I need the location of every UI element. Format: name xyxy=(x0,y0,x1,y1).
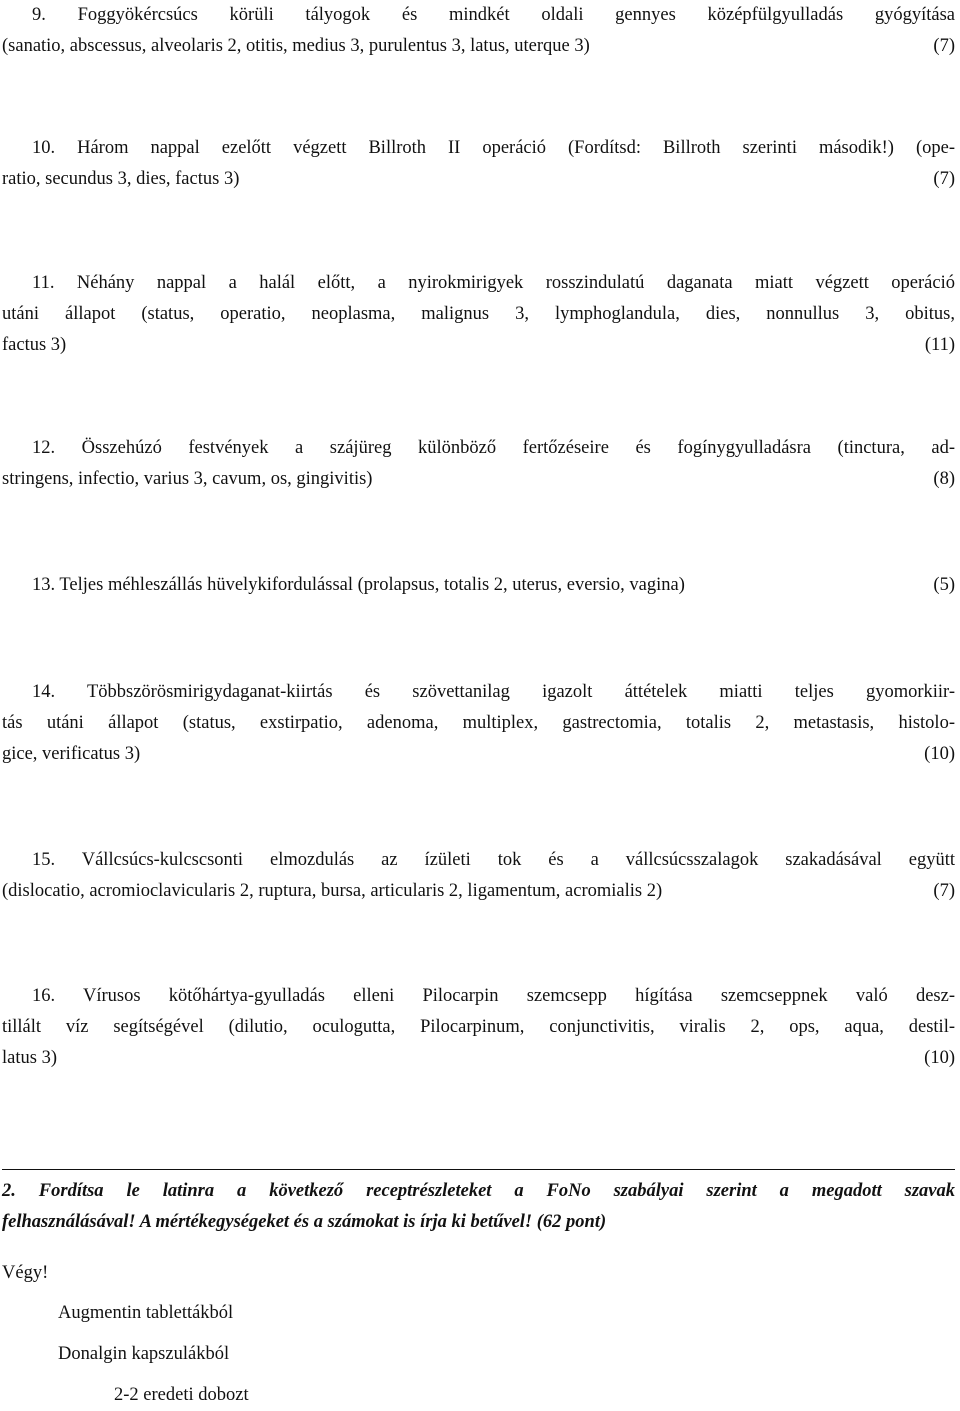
item-text-line: 11. Néhány nappal a halál előtt, a nyirokmirigyek rosszindulatú daganata miatt végzett operáció xyxy=(32,273,955,293)
exercise-item-15 xyxy=(2,845,955,907)
item-text-line: 13. Teljes méhleszállás hüvelykifordulással (prolapsus, totalis 2, uterus, eversio, vagina) xyxy=(32,575,685,595)
section-divider xyxy=(2,1169,955,1170)
item-last-line xyxy=(2,464,955,495)
points-label: (11) xyxy=(924,335,955,355)
points-label: (8) xyxy=(933,469,955,489)
item-text-line: 9. Foggyökércsúcs körüli tályogok és mindkét oldali gennyes középfülgyulladás gyógyítása xyxy=(32,5,955,25)
prescription-header: Végy! xyxy=(2,1263,49,1283)
points-label: (7) xyxy=(933,36,955,56)
item-text-line: 16. Vírusos kötőhártya-gyulladás elleni Pilocarpin szemcsepp hígítása szemcseppnek való desz- xyxy=(32,986,955,1006)
item-last-line xyxy=(2,570,955,601)
item-last-line xyxy=(2,31,955,62)
points-label: (7) xyxy=(933,169,955,189)
item-text-line: latus 3) xyxy=(2,1048,57,1068)
task-heading xyxy=(2,1176,955,1238)
item-text-line: tillált víz segítségével (dilutio, oculogutta, Pilocarpinum, conjunctivitis, viralis 2, ops, aqua, destil- xyxy=(2,1017,955,1037)
item-text-line: (sanatio, abscessus, alveolaris 2, otitis, medius 3, purulentus 3, latus, uterque 3) xyxy=(2,36,590,56)
item-text-line: 10. Három nappal ezelőtt végzett Billroth II operáció (Fordítsd: Billroth szerinti második!) (ope- xyxy=(32,138,955,158)
item-last-line xyxy=(2,330,955,361)
item-last-line xyxy=(2,876,955,907)
points-label: (7) xyxy=(933,881,955,901)
exercise-item-16 xyxy=(2,981,955,1074)
item-last-line xyxy=(2,1043,955,1074)
item-last-line xyxy=(2,739,955,770)
item-text-line: 15. Vállcsúcs-kulcscsonti elmozdulás az ízületi tok és a vállcsúcsszalagok szakadásával együtt xyxy=(32,850,955,870)
points-label: (10) xyxy=(924,744,955,764)
item-text-line: ratio, secundus 3, dies, factus 3) xyxy=(2,169,240,189)
item-text-line: 12. Összehúzó festvények a szájüreg különböző fertőzéseire és fogínygyulladásra (tinctura, ad- xyxy=(32,438,955,458)
points-label: (5) xyxy=(933,575,955,595)
item-text-line: utáni állapot (status, operatio, neoplasma, malignus 3, lymphoglandula, dies, nonnullus 3, obitus, xyxy=(2,304,955,324)
exercise-item-11 xyxy=(2,268,955,361)
prescription-line: Augmentin tablettákból xyxy=(58,1303,234,1323)
prescription-line: 2-2 eredeti dobozt xyxy=(114,1385,249,1405)
points-label: (10) xyxy=(924,1048,955,1068)
item-text-line: factus 3) xyxy=(2,335,67,355)
item-last-line xyxy=(2,164,955,195)
item-text-line: gice, verificatus 3) xyxy=(2,744,141,764)
prescription-line: Donalgin kapszulákból xyxy=(58,1344,230,1364)
exercise-item-12 xyxy=(2,433,955,495)
exercise-item-9 xyxy=(2,0,955,62)
task-heading-line: felhasználásával! A mértékegységeket és a számokat is írja ki betűvel! (62 pont) xyxy=(2,1212,607,1232)
exercise-item-13 xyxy=(2,570,955,601)
item-text-line: (dislocatio, acromioclavicularis 2, ruptura, bursa, articularis 2, ligamentum, acromialis 2) xyxy=(2,881,663,901)
exercise-item-10 xyxy=(2,133,955,195)
item-text-line: tás utáni állapot (status, exstirpatio, adenoma, multiplex, gastrectomia, totalis 2, metastasis, histolo- xyxy=(2,713,955,733)
exercise-item-14 xyxy=(2,677,955,770)
task-heading-line: 2. Fordítsa le latinra a következő receptrészleteket a FoNo szabályai szerint a megadott szavak xyxy=(2,1181,955,1201)
item-text-line: stringens, infectio, varius 3, cavum, os, gingivitis) xyxy=(2,469,373,489)
item-text-line: 14. Többszörösmirigydaganat-kiirtás és szövettanilag igazolt áttételek miatti teljes gyomorkiir- xyxy=(32,682,955,702)
